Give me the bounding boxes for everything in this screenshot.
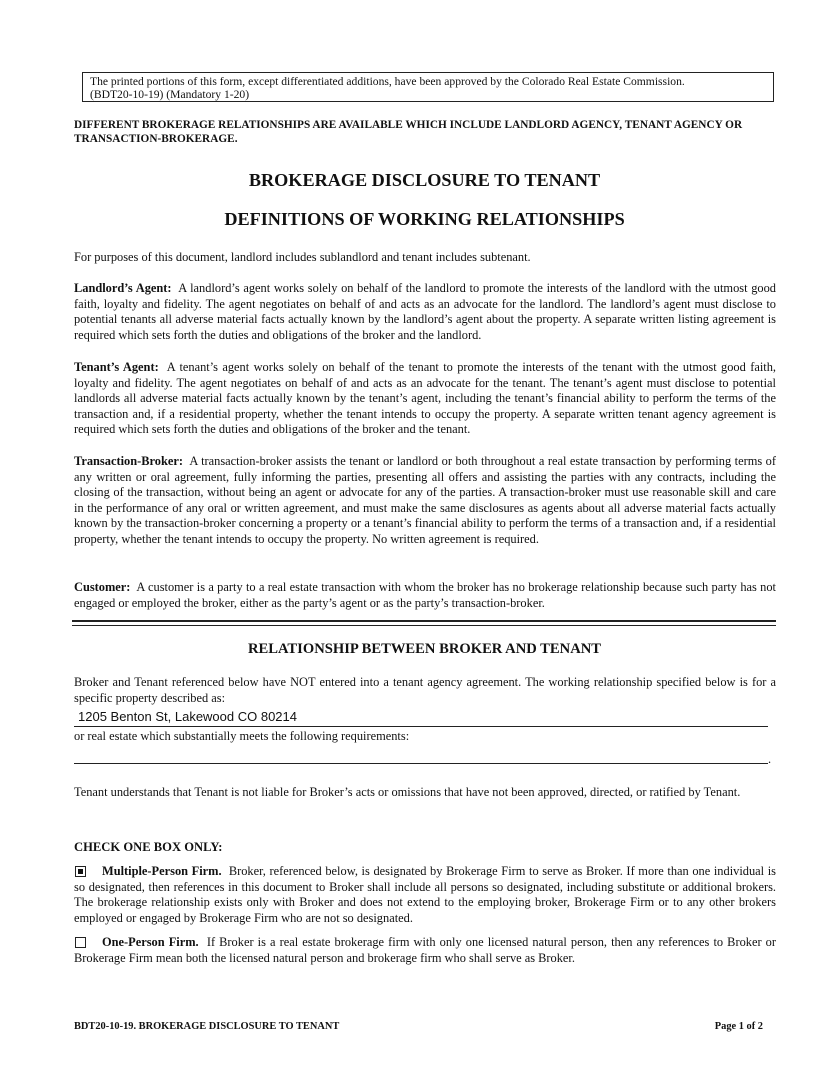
definition-text: A customer is a party to a real estate transaction with whom the broker has no brokerage relationship because such party has not engaged or employed the broker, either as the party’s agent or as the party’s transaction-broker. (74, 580, 776, 610)
requirements-label: or real estate which substantially meets the following requirements: (74, 729, 410, 743)
liability-paragraph: Tenant understands that Tenant is not liable for Broker’s acts or omissions that have not been approved, directed, or ratified by Tenant. (74, 785, 741, 799)
definition-transaction-broker (74, 454, 776, 548)
definition-tenants-agent (74, 360, 776, 438)
option-one-person-firm (74, 935, 776, 966)
definition-text: A tenant’s agent works solely on behalf of the tenant to promote the interests of the tenant with the utmost good faith, loyalty and fidelity. The agent negotiates on behalf of and acts as an advocate for the tenant. The tenant’s agent must disclose to potential landlords all adverse material facts actually known by the tenant’s agent, including the tenant’s financial ability to perform the terms of the transaction and, if a residential property, whether the tenant intends to occupy the property. A separate written tenant agency agreement is required which sets forth the duties and obligations of the broker and the tenant. (74, 360, 777, 437)
definition-term: Tenant’s Agent: (74, 360, 159, 374)
definition-customer (74, 580, 776, 611)
relationships-warning: DIFFERENT BROKERAGE RELATIONSHIPS ARE AVAILABLE WHICH INCLUDE LANDLORD AGENCY, TENANT AGENCY OR TRANSACTION-BROKERAGE. (74, 119, 743, 145)
option-multiple-person-firm (74, 864, 776, 926)
definition-landlords-agent (74, 281, 776, 343)
document-subtitle: DEFINITIONS OF WORKING RELATIONSHIPS (224, 209, 625, 229)
relationship-paragraph: Broker and Tenant referenced below have NOT entered into a tenant agency agreement. The working relationship specified below is for a specific property described as: (74, 675, 776, 705)
document-title: BROKERAGE DISCLOSURE TO TENANT (248, 170, 601, 190)
option-text: If Broker is a real estate brokerage firm with only one licensed natural person, then any references to Broker or Brokerage Firm mean both the licensed natural person and brokerage firm who shall serve as Broker. (74, 935, 776, 965)
footer-form-id: BDT20-10-19. BROKERAGE DISCLOSURE TO TENANT (74, 1021, 340, 1032)
definition-term: Landlord’s Agent: (74, 281, 172, 295)
requirements-line-end: . (768, 752, 772, 766)
approval-notice-box (82, 72, 774, 102)
definition-text: A transaction-broker assists the tenant or landlord or both throughout a real estate transaction by performing terms of any written or oral agreement, fully informing the parties, presenting all offers and assisting the parties with any contracts, including the closing of the transaction, without being an agent or advocate for any of the parties. A transaction-broker must use reasonable skill and care in the performance of any oral or written agreement, and must make the same disclosures as agents about all adverse material facts actually known by the transaction-broker concerning a property or a tenant’s financial ability to perform the terms of a transaction and, if a residential property, whether the tenant intends to occupy the property. No written agreement is required. (74, 454, 776, 546)
definition-term: Customer: (74, 580, 131, 594)
intro-paragraph: For purposes of this document, landlord includes sublandlord and tenant includes subtenant. (74, 250, 531, 264)
option-label: Multiple-Person Firm. (102, 864, 222, 878)
property-address-line (74, 726, 768, 727)
option-label: One-Person Firm. (102, 935, 199, 949)
definition-term: Transaction-Broker: (74, 454, 183, 468)
option-text: Broker, referenced below, is designated by Brokerage Firm to serve as Broker. If more than one individual is so designated, then references in this document to Broker shall include all persons so designated, including substitute or additional brokers. The brokerage relationship exists only with Broker and does not extend to the employing broker, Brokerage Firm or to any other brokers employed or engaged by Brokerage Firm who are not so designated. (74, 864, 776, 925)
requirements-field-line[interactable] (74, 763, 768, 764)
check-one-heading: CHECK ONE BOX ONLY: (74, 840, 223, 854)
approval-line-1: The printed portions of this form, except differentiated additions, have been approved by the Colorado Real Estate Commission. (90, 75, 685, 88)
definition-text: A landlord’s agent works solely on behalf of the landlord to promote the interests of the landlord with the utmost good faith, loyalty and fidelity. The agent negotiates on behalf of and acts as an advocate for the landlord. The landlord’s agent must disclose to potential tenants all adverse material facts actually known by the landlord’s agent about the property. A separate written listing agreement is required which sets forth the duties and obligations of the broker and the landlord. (74, 281, 776, 342)
footer-page-number: Page 1 of 2 (714, 1021, 763, 1032)
approval-line-2: (BDT20-10-19) (Mandatory 1-20) (90, 88, 250, 101)
relationship-heading: RELATIONSHIP BETWEEN BROKER AND TENANT (247, 641, 602, 657)
property-address-value[interactable]: 1205 Benton St, Lakewood CO 80214 (78, 709, 297, 724)
section-divider (72, 620, 776, 626)
